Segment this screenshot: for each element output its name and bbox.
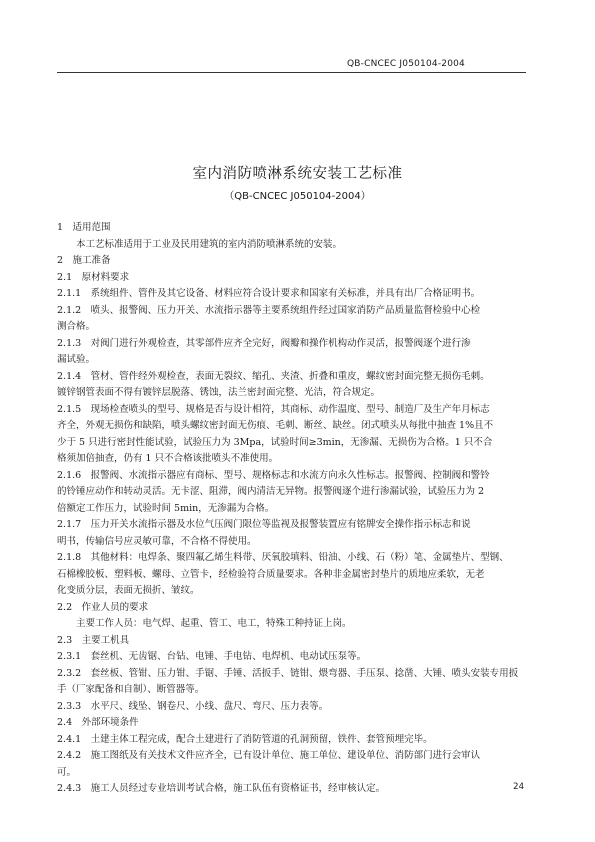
subsection-heading: 2.4 外部环境条件 [57,717,139,728]
clause-line: 2.1.4 管材、管件经外观检查，表面无裂纹、缩孔、夹渣、折叠和重皮，螺纹密封面完整无损伤毛刺。 [57,370,490,382]
clause-line: 齐全，外观无损伤和缺陷，喷头螺纹密封面无伤痕、毛刺、断丝、缺丝。闭式喷头从每批中抽查 1%且不 [57,420,494,431]
clause-line: 2.1.7 压力开关水流指示器及水位气压阀门限位等监视及报警装置应有铭牌安全操作指示标志和说 [57,519,471,530]
clause-line: 化变质分层，表面无损折、皱纹。 [57,585,200,596]
subsection-heading: 2.3 主要工机具 [57,634,130,646]
clause-line: 测合格。 [57,321,96,332]
subsection-heading: 2.2 作业人员的要求 [57,601,149,613]
clause-line: 漏试验。 [57,354,96,365]
section-heading: 1 适用范围 [57,222,111,233]
clause-line: 2.1.8 其他材料：电焊条、聚四氟乙烯生料带、厌氧胶填料、铅油、小线、石（粉）笔、金属垫片、型钢、 [57,552,509,563]
document-body [57,220,530,798]
clause-line: 2.1.1 系统组件、管件及其它设备、材料应符合设计要求和国家有关标准，并具有出厂合格证明书。 [57,288,481,299]
clause-line: 少于 5 只进行密封性能试验，试验压力为 3Mpa，试验时间≥3min，无渗漏、无损伤为合格。1 只不合 [57,436,493,448]
body-paragraph: 主要工作人员：电气焊、起重、管工、电工，特殊工种持证上岗。 [76,618,352,629]
section-heading: 2 施工准备 [57,255,111,266]
clause-line: 的铃锤应动作和转动灵活。无卡涩、阻滞，阀内清洁无异物。报警阀逐个进行渗漏试验，试验压力为 2 [57,486,485,497]
header-document-code: QB-CNCEC J050104-2004 [346,59,465,69]
clause-line: 手（厂家配备和自制）、断管器等。 [57,684,205,695]
clause-line: 2.4.1 土建主体工程完成，配合土建进行了消防管道的孔洞预留，铁件、套管预埋完毕。 [57,733,433,745]
clause-line: 石棉橡胶板、塑料板、螺母、立管卡，经检验符合质量要求。各种非金属密封垫片的质地应柔软，无老 [57,568,485,580]
clause-line: 2.3.3 水平尺、线坠、钢卷尺、小线、盘尺、弯尺、压力表等。 [57,700,329,712]
clause-line: 2.1.3 对阀门进行外观检查，其零部件应齐全完好，阀瓣和操作机构动作灵活，报警阀逐个进行渗 [57,337,471,349]
clause-line: 2.1.5 现场检查喷头的型号、规格是否与设计相符，其商标、动作温度、型号、制造厂及生产年月标志 [57,403,490,415]
clause-line: 2.3.2 套丝板、管钳、压力钳、手锯、手锤、活扳手、链钳、煨弯器、手压泵、捻凿、大锤、喷头安装专用扳 [57,667,519,679]
document-title: 室内消防喷淋系统安装工艺标准 [192,166,403,182]
clause-line: 明书，传输信号应灵敏可靠，不合格不得使用。 [57,535,257,547]
page-number: 24 [513,782,524,792]
clause-line: 2.1.2 喷头、报警阀、压力开关、水流指示器等主要系统组件经过国家消防产品质量监督检验中心检 [57,304,481,316]
body-paragraph: 本工艺标准适用于工业及民用建筑的室内消防喷淋系统的安装。 [76,238,343,250]
header-divider [57,72,526,73]
clause-line: 可。 [57,766,77,778]
subsection-heading: 2.1 原材料要求 [57,271,130,283]
clause-line: 2.1.6 报警阀、水流指示器应有商标、型号、规格标志和水流方向永久性标志。报警阀、控制阀和警铃 [57,469,490,481]
clause-line: 格须加倍抽查，仍有 1 只不合格该批喷头不准使用。 [57,453,279,464]
clause-line: 2.4.3 施工人员经过专业培训考试合格，施工队伍有资格证书，经审核认定。 [57,783,386,794]
clause-line: 倍额定工作压力，试验时间 5min，无渗漏为合格。 [57,502,275,514]
document-subtitle: （QB-CNCEC J050104-2004） [224,191,371,202]
clause-line: 镀锌钢管表面不得有镀锌层脱落、锈蚀，法兰密封面完整、光洁，符合规定。 [57,387,381,398]
clause-line: 2.3.1 套丝机、无齿锯、台钻、电锤、手电钻、电焊机、电动试压泵等。 [57,651,367,662]
clause-line: 2.4.2 施工图纸及有关技术文件应齐全，已有设计单位、施工单位、建设单位、消防部门进行会审认 [57,750,481,761]
